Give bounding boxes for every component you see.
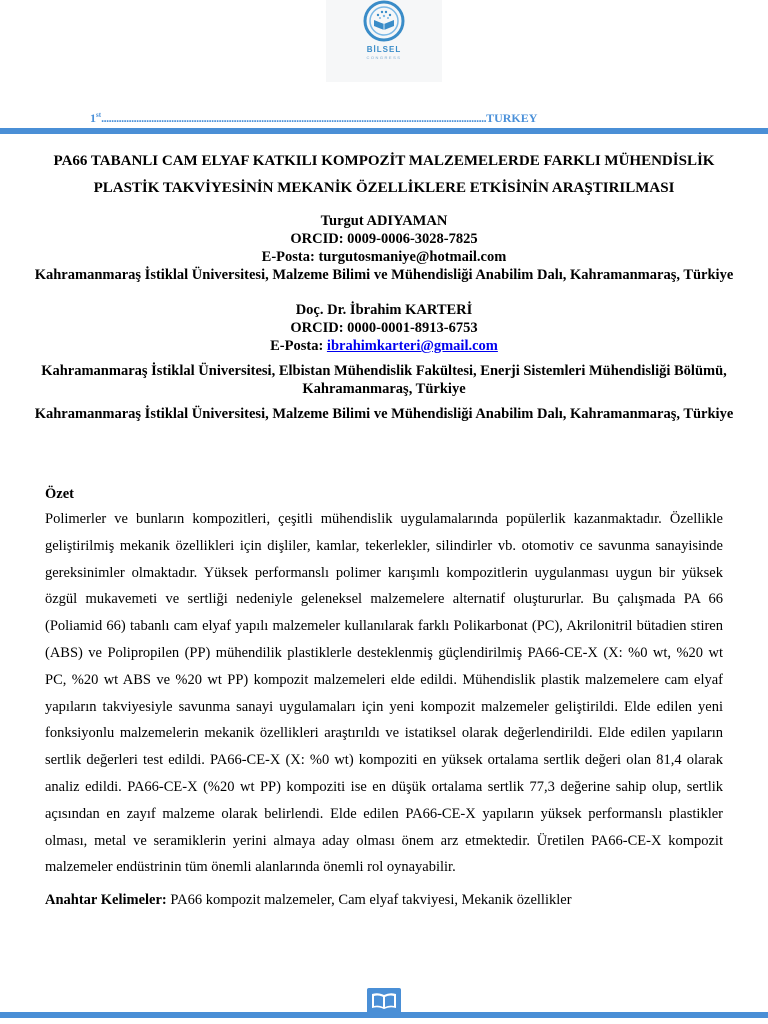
paper-title-line-1: PA66 TABANLI CAM ELYAF KATKILI KOMPOZİT MALZEMELERDE FARKLI MÜHENDİSLİK [53,153,715,169]
author2-affiliation-1: Kahramanmaraş İstiklal Üniversitesi, Elbistan Mühendislik Fakültesi, Enerji Sistemleri Mühendisliği Bölümü, Kahramanmaraş, Türkiye [41,363,727,397]
paper-title-line-2: PLASTİK TAKVİYESİNİN MEKANİK ÖZELLİKLERE ETKİSİNİN ARAŞTIRILMASI [93,180,675,196]
abstract-heading: Özet [45,486,74,502]
abstract-section [45,485,723,909]
abstract-body: Polimerler ve bunların kompozitleri, çeşitli mühendislik uygulamalarında popülerlik kazanmaktadır. Özellikle geliştirilmiş mekanik özellikleri için dişliler, kamlar, tekerlekler, silindirler vb. otomotiv ce savunma sanayisinde gereksinimler olmaktadır. Yüksek performanslı polimer karışımlı kompozitlerin uygulanması uygun bir yüksek özgül mukavemeti ve sertliği nedeniyle geleneksel malzemelere alternatif oluştururlar. Bu çalışmada PA 66 (Poliamid 66) tabanlı cam elyaf yapılı malzemeler kullanılarak farklı Polikarbonat (PC), Akrilonitril bütadien stiren (ABS) ve Polipropilen (PP) mühendilik plastiklerle desteklenmiş güçlendirilmiş PA66-CE-X (X: %0 wt, %20 wt PC, %20 wt ABS ve %20 wt PP) kompozit malzemeleri elde edildi. Mühendislik plastik malzemelere cam elyaf yapıların takviyesiyle savunma sanayi uygulamaları için yeni kompozit malzemeler geliştirildi. Elde edilen yeni fonksiyonlu malzemelerin mekanik özellikleri araştırıldı ve istatiksel olarak değerlendirildi. Elde edilen yapıların sertlik değerleri test edildi. PA66-CE-X (X: %0 wt) kompoziti en yüksek ortalama sertlik değeri olan 81,4 olarak analiz edildi. PA66-CE-X (%20 wt PP) kompoziti ise en düşük ortalama sertlik 77,3 değerine sahip olup, sertlik açısından en zayıf malzeme olarak belirlendi. Elde edilen PA66-CE-X yapıların yüksek performanslı plastikler olması, metal ve seramiklerin yerini almaya aday olması önem arz etmektedir. Üretilen PA66-CE-X kompozit malzemeler endüstrinin tüm önemli alanlarında önemli rol oynayabilir. [45,511,723,876]
header-country: TURKEY [486,111,538,125]
running-header [90,111,680,126]
keywords [45,891,723,909]
author-block [30,212,738,423]
logo-subtitle: CONGRESS [366,55,402,60]
paper-title [30,148,738,202]
author1-name: Turgut ADIYAMAN [320,213,448,229]
author2-name: Doç. Dr. İbrahim KARTERİ [295,302,473,318]
header-prefix: 1 [90,111,96,125]
keywords-label: Anahtar Kelimeler: [45,892,167,909]
header-dots: .......................................................................................................................................................... [101,111,487,125]
author2-email-label: E-Posta: [270,338,327,354]
author2-email-link[interactable]: ibrahimkarteri@gmail.com [326,338,498,354]
author1-affiliation: Kahramanmaraş İstiklal Üniversitesi, Malzeme Bilimi ve Mühendisliği Anabilim Dalı, Kahramanmaraş, Türkiye [34,267,734,283]
bilsel-emblem-icon [326,0,442,46]
logo-name: BİLSEL [366,45,402,54]
author1-orcid: ORCID: 0009-0006-3028-7825 [290,231,478,247]
bilsel-logo [326,0,442,82]
author2-affiliation-2: Kahramanmaraş İstiklal Üniversitesi, Malzeme Bilimi ve Mühendisliği Anabilim Dalı, Kahramanmaraş, Türkiye [34,406,734,422]
open-book-icon [366,987,402,1015]
author1-email: E-Posta: turgutosmaniye@hotmail.com [261,249,507,265]
author2-orcid: ORCID: 0000-0001-8913-6753 [290,320,478,336]
header-rule [0,128,768,134]
author2-email-line [30,337,738,355]
header-prefix-sup: st [96,111,102,119]
keywords-text: PA66 kompozit malzemeler, Cam elyaf takviyesi, Mekanik özellikler [166,892,572,909]
